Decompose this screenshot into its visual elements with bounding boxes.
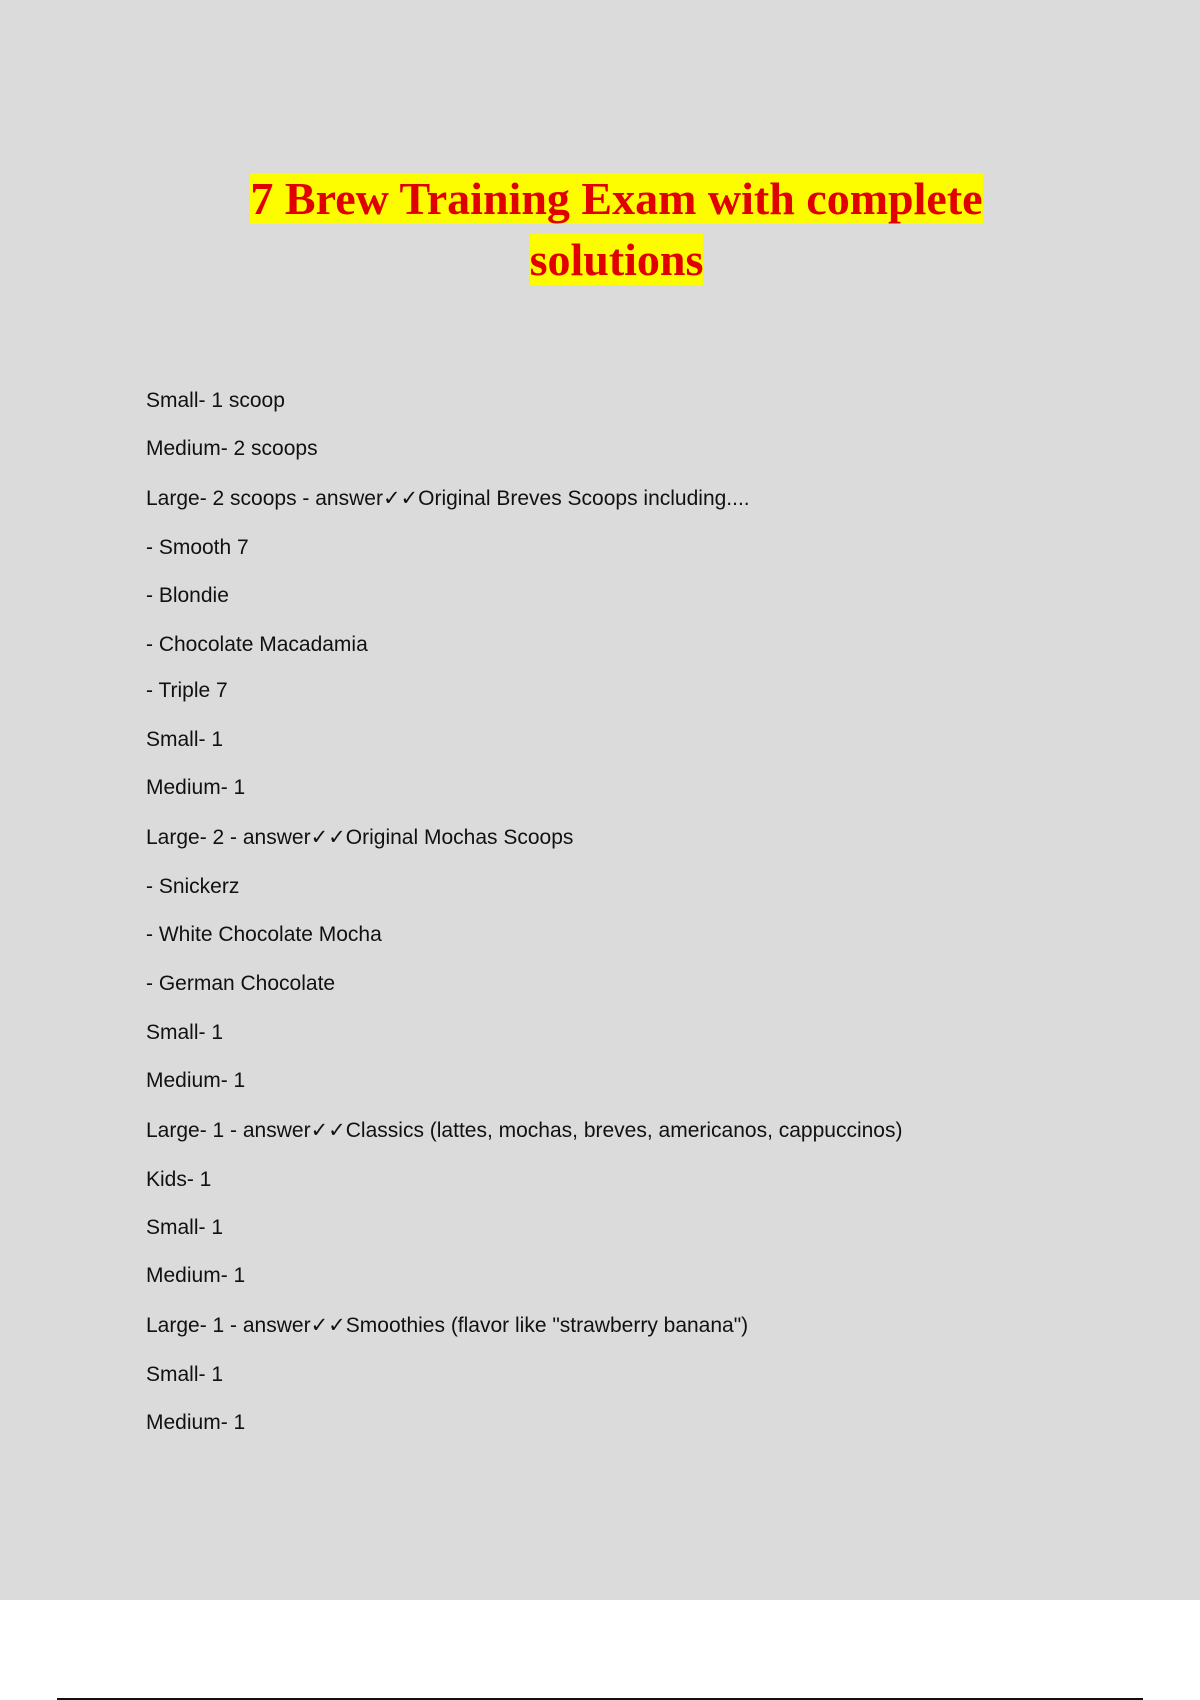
text-line: - German Chocolate: [146, 972, 336, 995]
text-line: - Smooth 7: [146, 536, 249, 559]
text-line: Small- 1: [146, 1216, 224, 1239]
text-line: - White Chocolate Mocha: [146, 923, 382, 946]
text-line: Small- 1 scoop: [146, 389, 285, 412]
title-line-1: 7 Brew Training Exam with complete: [250, 173, 983, 224]
text-line: - Blondie: [146, 584, 229, 607]
document-title: [0, 168, 1200, 290]
text-line: Medium- 1: [146, 1069, 246, 1092]
text-line: - Snickerz: [146, 875, 240, 898]
text-line: - Triple 7: [146, 679, 228, 702]
text-line: Small- 1: [146, 1021, 224, 1044]
text-line: Small- 1: [146, 728, 224, 751]
text-line: Large- 1 - answer✓✓Classics (lattes, mochas, breves, americanos, cappuccinos): [146, 1119, 903, 1142]
text-line: - Chocolate Macadamia: [146, 633, 368, 656]
text-line: Large- 1 - answer✓✓Smoothies (flavor like "strawberry banana"): [146, 1314, 749, 1337]
text-line: Medium- 1: [146, 776, 246, 799]
text-line: Medium- 1: [146, 1264, 246, 1287]
text-line: Medium- 2 scoops: [146, 437, 318, 460]
text-line: Large- 2 - answer✓✓Original Mochas Scoops: [146, 826, 574, 849]
text-line: Medium- 1: [146, 1411, 246, 1434]
title-line-2: solutions: [529, 234, 704, 285]
text-line: Large- 2 scoops - answer✓✓Original Breves Scoops including....: [146, 487, 750, 510]
text-line: Small- 1: [146, 1363, 224, 1386]
text-line: Kids- 1: [146, 1168, 212, 1191]
